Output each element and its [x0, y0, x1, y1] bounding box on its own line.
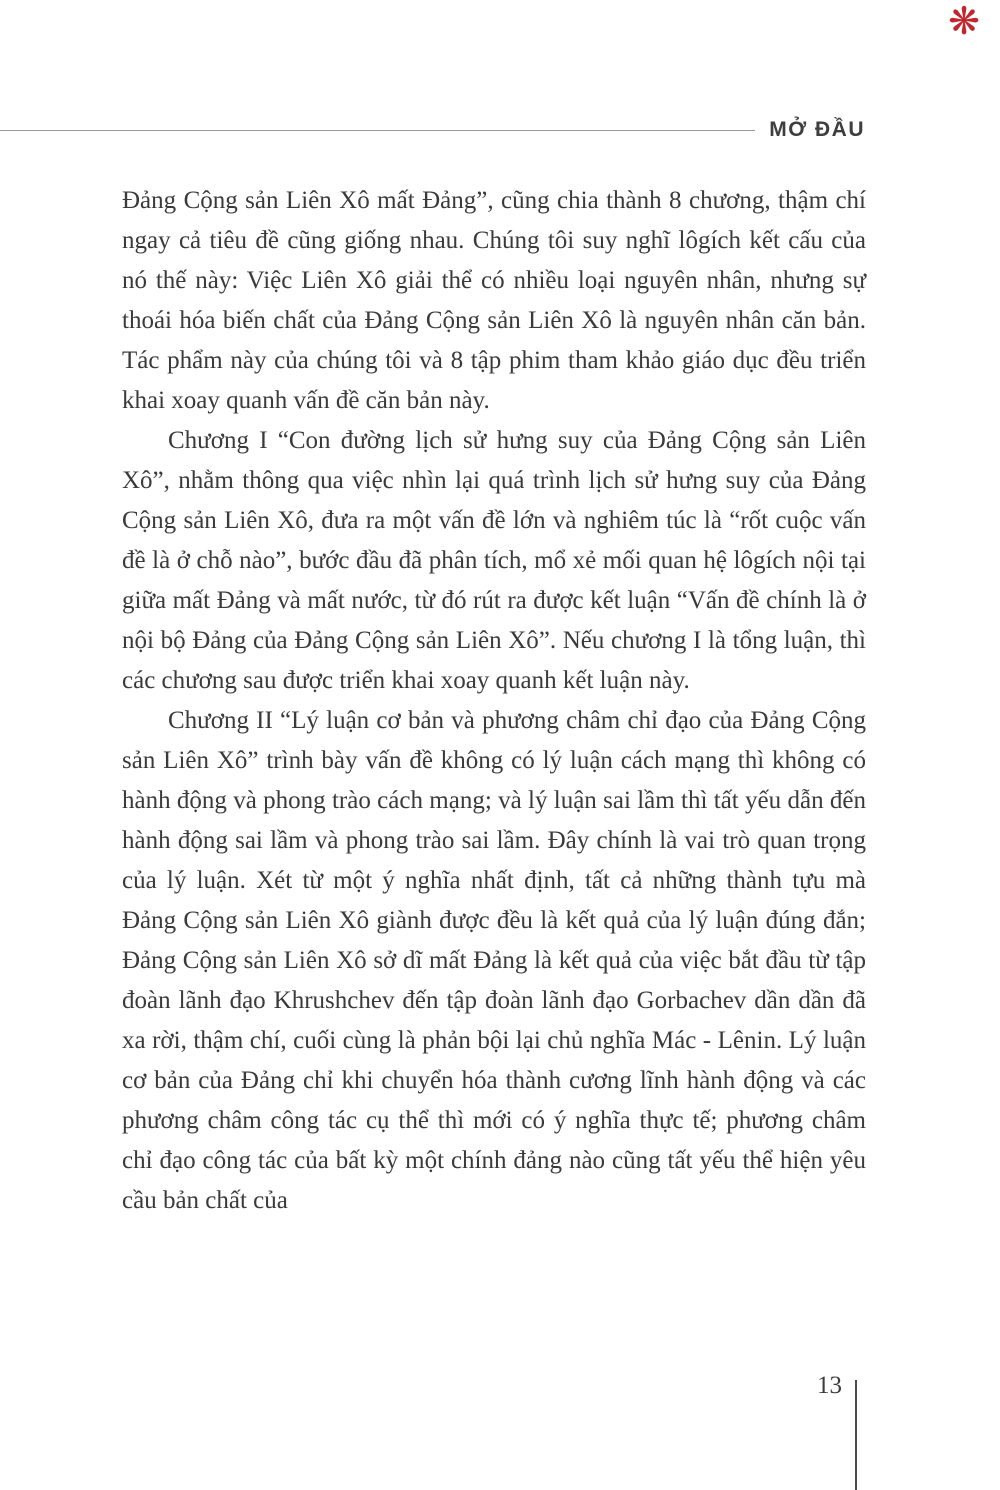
- paragraph-chapter-1: Chương I “Con đường lịch sử hưng suy của Đảng Cộng sản Liên Xô”, nhằm thông qua việc nhìn lại quá trình lịch sử hưng suy của Đảng Cộng sản Liên Xô, đưa ra một vấn đề lớn và nghiêm túc là “rốt cuộc vấn đề là ở chỗ nào”, bước đầu đã phân tích, mổ xẻ mối quan hệ lôgích nội tại giữa mất Đảng và mất nước, từ đó rút ra được kết luận “Vấn đề chính là ở nội bộ Đảng của Đảng Cộng sản Liên Xô”. Nếu chương I là tổng luận, thì các chương sau được triển khai xoay quanh kết luận này.: [122, 427, 866, 694]
- paragraph-chapter-2: Chương II “Lý luận cơ bản và phương châm chỉ đạo của Đảng Cộng sản Liên Xô” trình bày vấn đề không có lý luận cách mạng thì không có hành động và phong trào cách mạng; và lý luận sai lầm thì tất yếu dẫn đến hành động sai lầm và phong trào sai lầm. Đây chính là vai trò quan trọng của lý luận. Xét từ một ý nghĩa nhất định, tất cả những thành tựu mà Đảng Cộng sản Liên Xô giành được đều là kết quả của lý luận đúng đắn; Đảng Cộng sản Liên Xô sở dĩ mất Đảng là kết quả của việc bắt đầu từ tập đoàn lãnh đạo Khrushchev đến tập đoàn lãnh đạo Gorbachev dần dần đã xa rời, thậm chí, cuối cùng là phản bội lại chủ nghĩa Mác - Lênin. Lý luận cơ bản của Đảng chỉ khi chuyển hóa thành cương lĩnh hành động và các phương châm công tác cụ thể thì mới có ý nghĩa thực tế; phương châm chỉ đạo công tác của bất kỳ một chính đảng nào cũng tất yếu thể hiện yêu cầu bản chất của: [122, 707, 866, 1214]
- header-rule: [0, 130, 755, 131]
- asterisk-ornament-icon: ❋: [948, 0, 980, 43]
- page-number: 13: [817, 1372, 842, 1399]
- page-header: [0, 118, 865, 142]
- paragraph-continuation: Đảng Cộng sản Liên Xô mất Đảng”, cũng chia thành 8 chương, thậm chí ngay cả tiêu đề cũng giống nhau. Chúng tôi suy nghĩ lôgích kết cấu của nó thế này: Việc Liên Xô giải thể có nhiều loại nguyên nhân, nhưng sự thoái hóa biến chất của Đảng Cộng sản Liên Xô là nguyên nhân căn bản. Tác phẩm này của chúng tôi và 8 tập phim tham khảo giáo dục đều triển khai xoay quanh vấn đề căn bản này.: [122, 187, 866, 414]
- page-body: [122, 181, 866, 1221]
- running-head: MỞ ĐẦU: [769, 118, 865, 141]
- footer-rule: [855, 1380, 858, 1490]
